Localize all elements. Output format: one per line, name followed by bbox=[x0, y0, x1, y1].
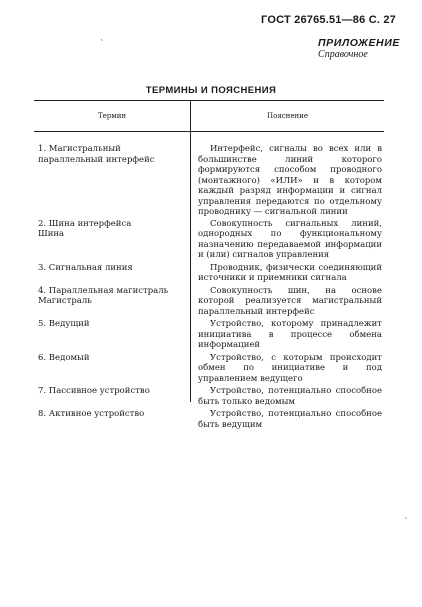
table-row bbox=[34, 219, 384, 261]
term-cell: 6. Ведомый bbox=[38, 352, 90, 363]
table-row bbox=[34, 409, 384, 430]
appendix-note: Справочное bbox=[318, 49, 368, 60]
table-row bbox=[34, 286, 384, 318]
explanation-cell: Устройство, которому принадлежит инициатива в процессе обмена информацией bbox=[198, 319, 382, 350]
term-cell: 4. Параллельная магистраль Магистраль bbox=[38, 285, 169, 306]
table-row bbox=[34, 263, 384, 284]
term-cell: 2. Шина интерфейса Шина bbox=[38, 218, 132, 239]
scan-speck: ˋ bbox=[404, 518, 409, 528]
table-row bbox=[34, 386, 384, 407]
appendix-label: ПРИЛОЖЕНИЕ bbox=[318, 37, 400, 49]
term-cell: 8. Активное устройство bbox=[38, 409, 145, 419]
term-cell: 3. Сигнальная линия bbox=[38, 262, 133, 273]
explanation-cell: Устройство, с которым происходит обмен по инициативе и под управлением ведущего bbox=[198, 352, 382, 384]
header-explanation: Пояснение bbox=[190, 101, 384, 131]
explanation-cell: Проводник, физически соединяющий источники и приемники сигнала bbox=[198, 262, 382, 283]
table-row bbox=[34, 319, 384, 351]
term-cell: 7. Пассивное устройство bbox=[38, 386, 150, 396]
explanation-cell: Устройство, потенциально способное быть ведущим bbox=[198, 409, 382, 430]
explanation-cell: Совокупность сигнальных линий, однородных по функциональному назначению передаваемой информации и (или) сигналов управления bbox=[198, 218, 382, 260]
explanation-cell: Интерфейс, сигналы во всех или в большинстве линий которого формируются способом проводного (монтажного) «ИЛИ» и в котором каждый разряд информации и сигнал управления передаются по отдельному проводнику — сигнальной линии bbox=[198, 144, 382, 217]
table-header bbox=[34, 100, 384, 132]
table-row bbox=[34, 353, 384, 385]
header-term: Термин bbox=[97, 112, 127, 120]
table-row bbox=[34, 132, 384, 218]
scan-speck: ˋ bbox=[100, 40, 105, 50]
term-cell: 5. Ведущий bbox=[38, 319, 90, 329]
term-cell: 1. Магистральный параллельный интерфейс bbox=[38, 144, 155, 165]
standard-header: ГОСТ 26765.51—86 С. 27 bbox=[261, 14, 396, 26]
terms-table bbox=[34, 100, 384, 430]
table-body bbox=[34, 132, 384, 430]
column-divider bbox=[190, 132, 191, 402]
appendix-block bbox=[318, 37, 400, 60]
explanation-cell: Устройство, потенциально способное быть только ведомым bbox=[198, 386, 382, 407]
page-title: ТЕРМИНЫ И ПОЯСНЕНИЯ bbox=[145, 85, 277, 96]
explanation-cell: Совокупность шин, на основе которой реализуется магистральный параллельный интерфейс bbox=[198, 285, 382, 317]
